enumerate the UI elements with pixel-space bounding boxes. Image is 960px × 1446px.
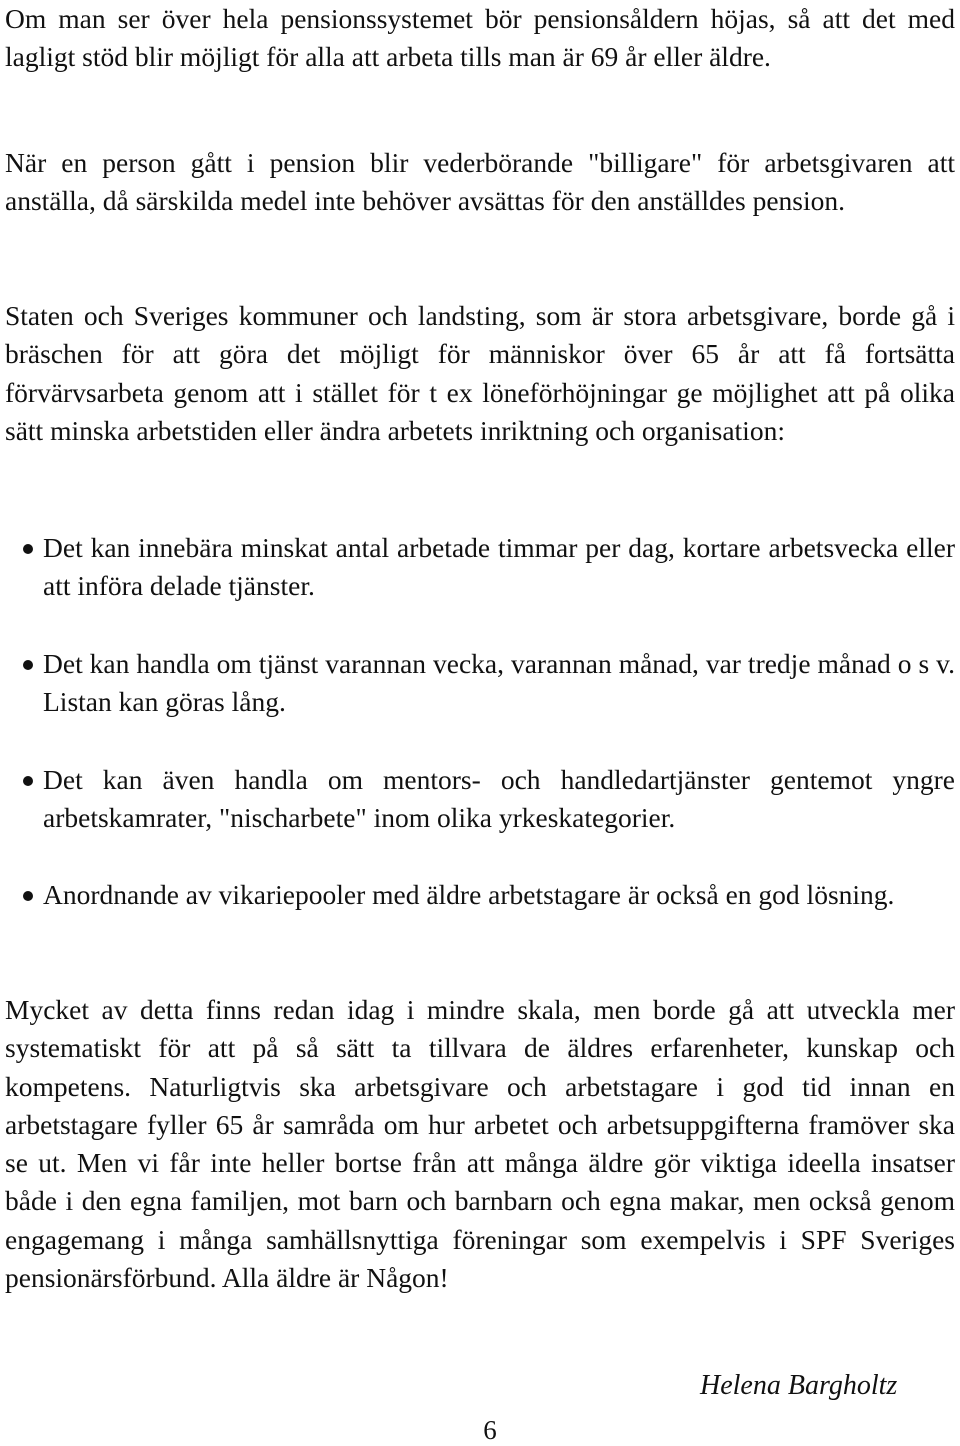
paragraph-public-employers: Staten och Sveriges kommuner och landsting, som är stora arbetsgivare, borde gå i bräschen för att göra det möjligt för människor över 65 år att få fortsätta förvärvsarbeta genom att i stället för t ex löneförhöjningar ge möjlighet att på olika sätt minska arbetstiden eller ändra arbetets inriktning och organisation: xyxy=(5,300,955,446)
list-item-text: Det kan handla om tjänst varannan vecka, varannan månad, var tredje månad o s v. Listan kan göras lång. xyxy=(43,648,955,718)
paragraph-closing: Mycket av detta finns redan idag i mindre skala, men borde gå att utveckla mer systematiskt för att på så sätt ta tillvara de äldres erfarenheter, kunskap och kompetens. Naturligtvis ska arbetsgivare och arbetstagare i god tid innan en arbetstagare fyller 65 år samråda om hur arbetet och arbetsuppgifterna framöver ska se ut. Men vi får inte heller bortse från att många äldre gör viktiga ideella insatser både i den egna familjen, mot barn och barnbarn och egna makar, men också genom engagemang i många samhällsnyttiga föreningar som exempelvis i SPF Sveriges pensionärsförbund. Alla äldre är Någon! xyxy=(5,994,955,1294)
list-item-text: Det kan även handla om mentors- och handledartjänster gentemot yngre arbetskamrater, "nischarbete" inom olika yrkeskategorier. xyxy=(43,764,955,834)
paragraph-cheaper-employee: När en person gått i pension blir vederbörande "billigare" för arbetsgivaren att anställa, då särskilda medel inte behöver avsättas för den anställdes pension. xyxy=(5,147,955,217)
list-item-text: Anordnande av vikariepooler med äldre arbetstagare är också en god lösning. xyxy=(43,879,895,910)
page-number: 6 xyxy=(483,1415,497,1445)
paragraph-retirement-age: Om man ser över hela pensionssystemet bör pensionsåldern höjas, så att det med lagligt stöd blir möjligt för alla att arbeta tills man är 69 år eller äldre. xyxy=(5,3,955,73)
bullet-icon xyxy=(23,776,33,786)
bullet-icon xyxy=(23,891,33,901)
author-signature: Helena Bargholtz xyxy=(700,1370,898,1401)
bullet-icon xyxy=(23,660,33,670)
list-item-text: Det kan innebära minskat antal arbetade timmar per dag, kortare arbetsvecka eller att införa delade tjänster. xyxy=(43,532,955,602)
bullet-icon xyxy=(23,544,33,554)
